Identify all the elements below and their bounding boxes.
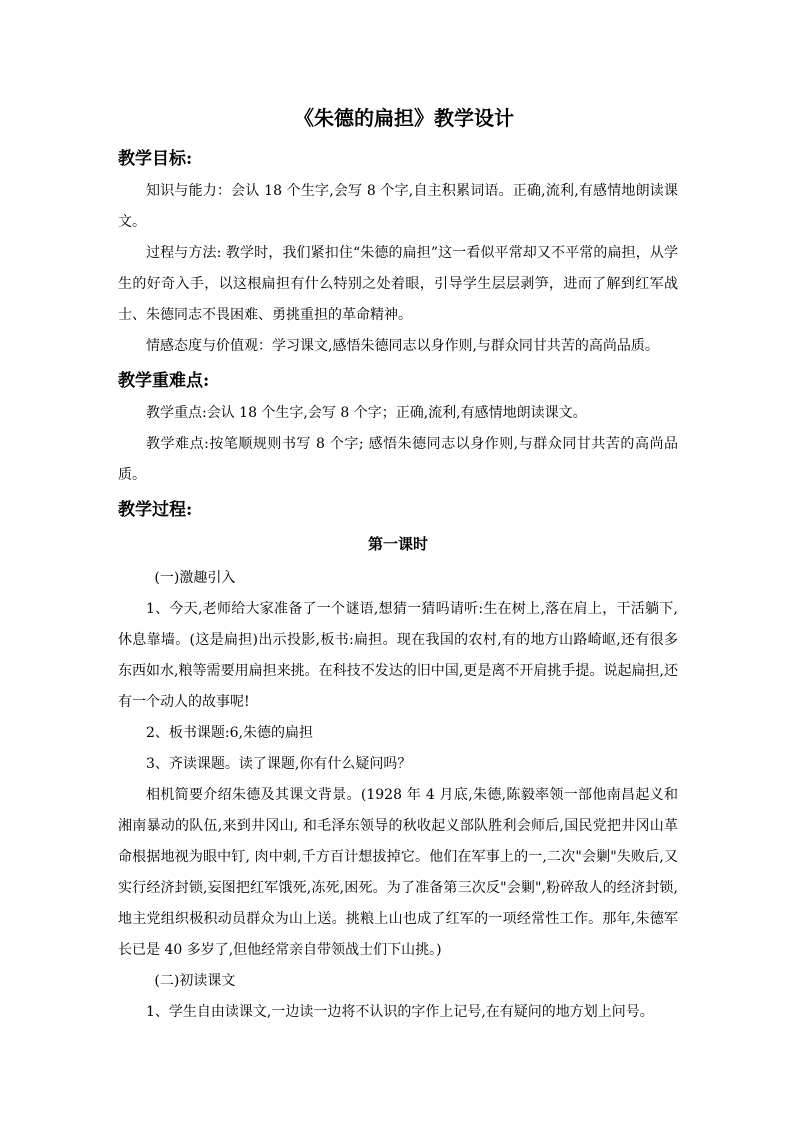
document-body xyxy=(118,104,678,1028)
part1-label: (一)激趣引入 xyxy=(154,570,236,586)
part1-paragraph: 2、板书课题:6,朱德的扁担 xyxy=(146,725,313,741)
lesson-title: 第一课时 xyxy=(367,535,428,553)
difficult-point: 教学难点:按笔顺规则书写 8 个字; 感悟朱德同志以身作则,与群众同甘共苦的高尚品质。 xyxy=(118,436,678,483)
document-title: 《朱德的扁担》教学设计 xyxy=(294,106,514,130)
part2-label: (二)初读课文 xyxy=(154,973,236,989)
goal-knowledge-ability: 知识与能力：会认 18 个生字,会写 8 个字,自主积累词语。正确,流利,有感情地朗读课文。 xyxy=(118,183,678,230)
key-point: 教学重点:会认 18 个生字,会写 8 个字；正确,流利,有感情地朗读课文。 xyxy=(146,405,587,421)
goal-emotion-values: 情感态度与价值观：学习课文,感悟朱德同志以身作则,与群众同甘共苦的高尚品质。 xyxy=(146,338,659,354)
heading-teaching-goals: 教学目标: xyxy=(118,149,193,169)
part1-paragraph: 1、今天,老师给大家准备了一个谜语,想猜一猜吗请听:生在树上,落在肩上，干活躺下,休息靠墙。(这是扁担)出示投影,板书:扁担。现在我国的农村,有的地方山路崎岖,还有很多东西如水,粮等需要用扁担来挑。在科技不发达的旧中国,更是离不开肩挑手提。说起扁担,还有一个动人的故事呢! xyxy=(118,601,678,710)
heading-teaching-process: 教学过程: xyxy=(118,500,193,520)
part1-paragraph: 3、齐读课题。读了课题,你有什么疑问吗？ xyxy=(146,756,412,772)
part1-paragraph: 相机简要介绍朱德及其课文背景。(1928 年 4 月底,朱德,陈毅率领一部他南昌起义和湘南暴动的队伍,来到井冈山, 和毛泽东领导的秋收起义部队胜利会师后,国民党把井冈山革命根据地视为眼中钉, 肉中刺,千方百计想拔掉它。他们在军事上的一,二次"会剿"失败后,又实行经济封锁,妄图把红军饿死,冻死,困死。为了准备第三次反"会剿",粉碎敌人的经济封锁,地主党组织极积动员群众为山上送。挑粮上山也成了红军的一项经常性工作。那年,朱德军长已是 40 多岁了,但他经常亲自带领战士们下山挑。) xyxy=(118,787,678,958)
part2-paragraph: 1、学生自由读课文,一边读一边将不认识的字作上记号,在有疑问的地方划上问号。 xyxy=(146,1004,654,1020)
heading-key-difficult-points: 教学重难点: xyxy=(118,371,210,391)
goal-process-method: 过程与方法: 教学时，我们紧扣住“朱德的扁担”这一看似平常却又不平常的扁担，从学生的好奇入手，以这根扁担有什么特别之处着眼，引导学生层层剥笋，进而了解到红军战士、朱德同志不畏困难、勇挑重担的革命精神。 xyxy=(118,245,678,323)
